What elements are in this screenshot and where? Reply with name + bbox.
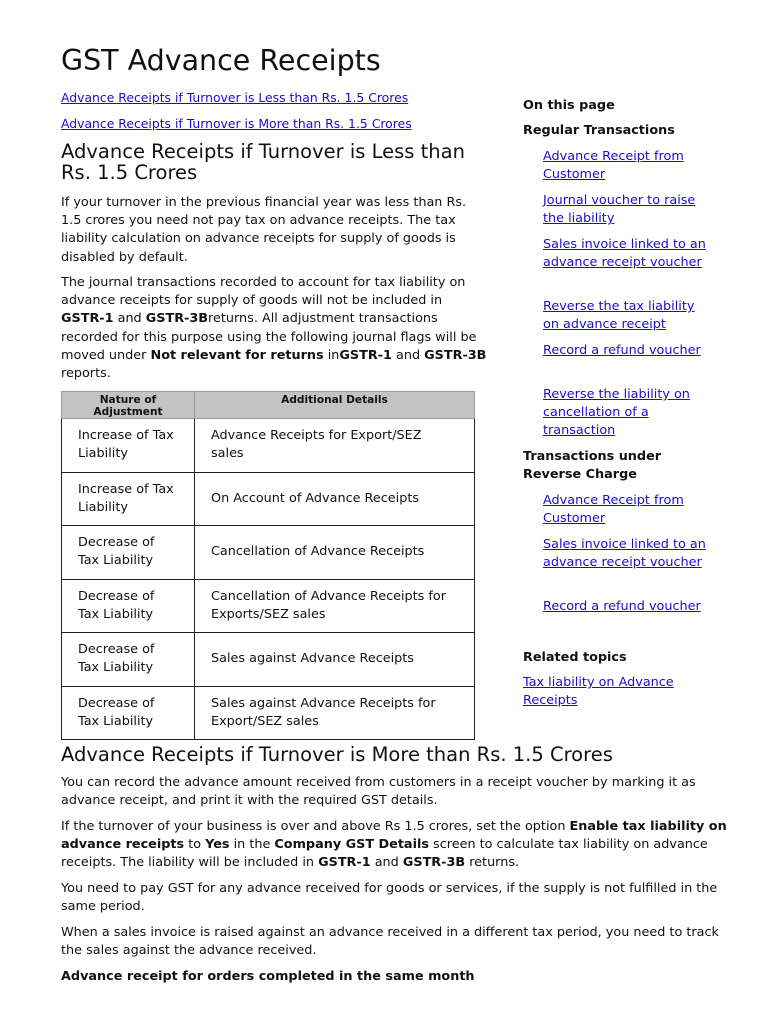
- sidebar-link-rc-advance-receipt[interactable]: Advance Receipt from Customer: [543, 493, 684, 527]
- sidebar-link-reverse-tax[interactable]: Reverse the tax liability on advance receipt: [543, 299, 695, 333]
- section2-subheading: Advance receipt for orders completed in the same month: [61, 969, 475, 984]
- section1-para1: If your turnover in the previous financial year was less than Rs. 1.5 crores you need not pay tax on advance receipts. The tax liability calculation on advance receipts for supply of goods is disabled by default.: [61, 195, 467, 265]
- sidebar-link-sales-invoice[interactable]: Sales invoice linked to an advance receipt voucher: [543, 237, 706, 271]
- table-cell-nature: Decrease of Tax Liability: [62, 579, 195, 633]
- section1-heading: Advance Receipts if Turnover is Less than Rs. 1.5 Crores: [61, 140, 465, 184]
- table-row: [62, 526, 475, 580]
- section2-para4: When a sales invoice is raised against an advance received in a different tax period, you need to track the sales against the advance received.: [61, 925, 719, 959]
- table-header-details: Additional Details: [195, 392, 475, 419]
- sidebar-link-rc-refund[interactable]: Record a refund voucher: [543, 599, 701, 614]
- sidebar-heading-regular: Regular Transactions: [523, 123, 675, 138]
- toc-link-more-than[interactable]: Advance Receipts if Turnover is More than Rs. 1.5 Crores: [61, 116, 412, 131]
- sidebar-link-refund-voucher[interactable]: Record a refund voucher: [543, 343, 701, 358]
- section2-para1: You can record the advance amount received from customers in a receipt voucher by marking it as advance receipt, and print it with the required GST details.: [61, 775, 696, 809]
- sidebar-link-journal-voucher[interactable]: Journal voucher to raise the liability: [543, 193, 696, 227]
- sidebar-link-advance-receipt[interactable]: Advance Receipt from Customer: [543, 149, 684, 183]
- table-cell-details: Advance Receipts for Export/SEZ sales: [195, 419, 475, 473]
- table-cell-nature: Increase of Tax Liability: [62, 419, 195, 473]
- table-row: [62, 579, 475, 633]
- sidebar-link-tax-liability[interactable]: Tax liability on Advance Receipts: [523, 675, 674, 709]
- sidebar-link-reverse-liability[interactable]: Reverse the liability on cancellation of a transaction: [543, 387, 690, 439]
- sidebar-link-rc-sales-invoice[interactable]: Sales invoice linked to an advance receipt voucher: [543, 537, 706, 571]
- table-header-nature: Nature of Adjustment: [62, 392, 195, 419]
- sidebar-heading-reverse-charge: Transactions under Reverse Charge: [523, 449, 662, 483]
- table-cell-details: Sales against Advance Receipts for Export/SEZ sales: [195, 686, 475, 740]
- toc-link-less-than[interactable]: Advance Receipts if Turnover is Less than Rs. 1.5 Crores: [61, 90, 409, 105]
- table-cell-details: Sales against Advance Receipts: [195, 633, 475, 687]
- adjustment-table: [61, 391, 475, 740]
- table-row: [62, 686, 475, 740]
- table-cell-details: Cancellation of Advance Receipts for Exports/SEZ sales: [195, 579, 475, 633]
- table-cell-nature: Decrease of Tax Liability: [62, 526, 195, 580]
- section2-para2: If the turnover of your business is over and above Rs 1.5 crores, set the option Enable tax liability on advance receipts to Yes in the Company GST Details screen to calculate tax liability on advance receipts. The liability will be included in GSTR-1 and GSTR-3B returns.: [61, 819, 727, 871]
- sidebar-heading-on-this-page: On this page: [523, 98, 615, 113]
- table-cell-nature: Increase of Tax Liability: [62, 472, 195, 526]
- section1-para2: The journal transactions recorded to account for tax liability on advance receipts for supply of goods will not be included in GSTR-1 and GSTR-3Breturns. All adjustment transactions recorded for this purpose using the following journal flags will be moved under Not relevant for returns inGSTR-1 and GSTR-3B reports.: [61, 275, 487, 382]
- table-cell-nature: Decrease of Tax Liability: [62, 686, 195, 740]
- table-row: [62, 472, 475, 526]
- section2-para3: You need to pay GST for any advance received for goods or services, if the supply is not fulfilled in the same period.: [61, 881, 718, 915]
- sidebar-heading-related: Related topics: [523, 650, 627, 665]
- table-cell-details: On Account of Advance Receipts: [195, 472, 475, 526]
- table-cell-details: Cancellation of Advance Receipts: [195, 526, 475, 580]
- table-cell-nature: Decrease of Tax Liability: [62, 633, 195, 687]
- table-row: [62, 633, 475, 687]
- section2-heading: Advance Receipts if Turnover is More than Rs. 1.5 Crores: [61, 743, 613, 766]
- page-title: GST Advance Receipts: [61, 44, 381, 77]
- table-row: [62, 419, 475, 473]
